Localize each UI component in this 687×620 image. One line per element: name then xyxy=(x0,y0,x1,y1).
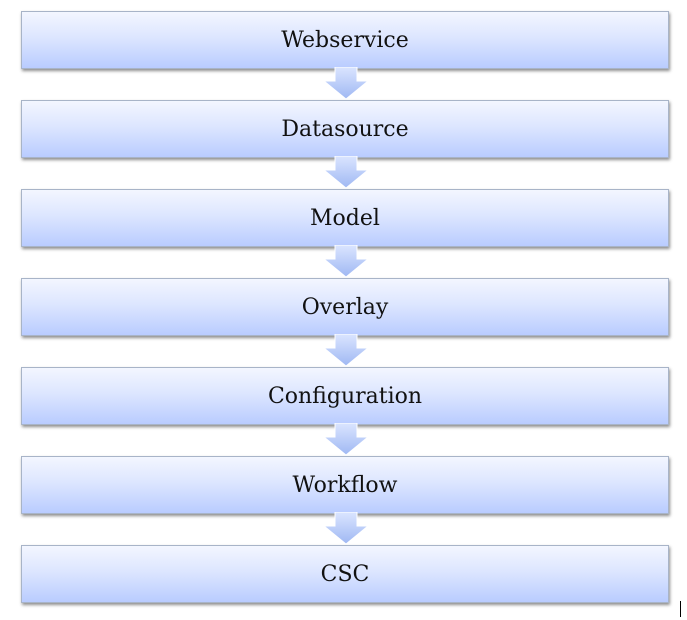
step-overlay xyxy=(21,278,669,336)
down-arrow-icon xyxy=(324,67,368,99)
step-webservice xyxy=(21,11,669,69)
down-arrow-icon xyxy=(324,156,368,188)
step-csc xyxy=(21,545,669,603)
down-arrow-icon xyxy=(324,423,368,455)
step-label: Workflow xyxy=(292,472,398,498)
step-label: Webservice xyxy=(281,27,409,53)
down-arrow-icon xyxy=(324,245,368,277)
step-configuration xyxy=(21,367,669,425)
text-cursor xyxy=(680,601,681,617)
step-label: Datasource xyxy=(281,116,409,142)
step-label: Model xyxy=(310,205,380,231)
step-workflow xyxy=(21,456,669,514)
step-model xyxy=(21,189,669,247)
step-label: Overlay xyxy=(301,294,389,320)
step-label: CSC xyxy=(320,561,370,587)
down-arrow-icon xyxy=(324,512,368,544)
step-datasource xyxy=(21,100,669,158)
step-label: Configuration xyxy=(267,383,423,409)
down-arrow-icon xyxy=(324,334,368,366)
